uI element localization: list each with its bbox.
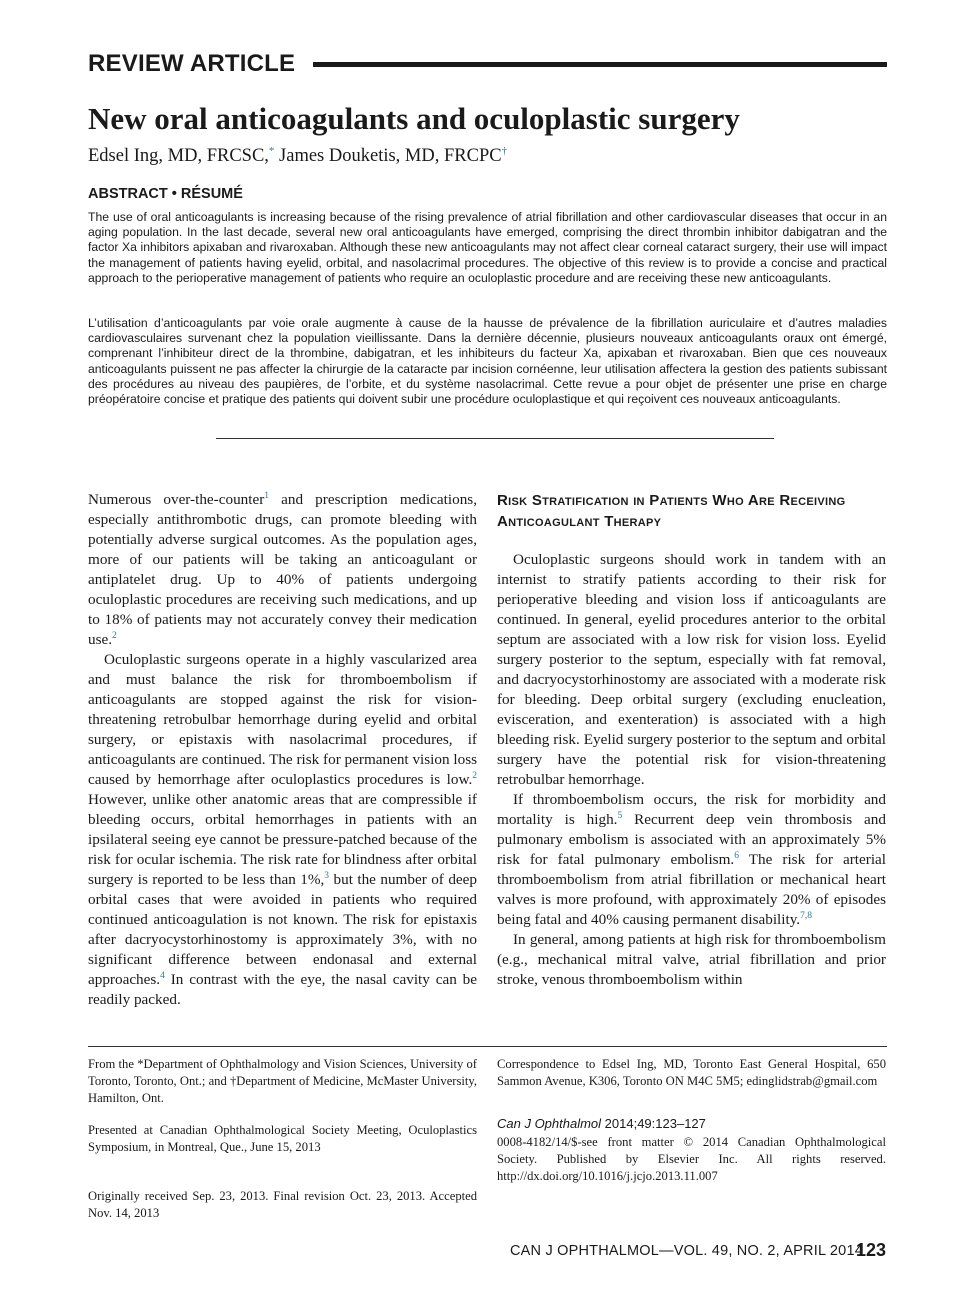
body-column-left — [88, 490, 477, 1010]
author-list — [88, 145, 507, 167]
journal-name: Can J Ophthalmol — [497, 1116, 602, 1131]
author-2-mark[interactable]: † — [501, 145, 508, 157]
section-heading: Risk Stratification in Patients Who Are Receiving Anticoagulant Therapy — [497, 492, 846, 530]
author-2: James Douketis, MD, FRCPC — [274, 146, 502, 167]
text-run: If thromboembolism occurs, the risk for morbidity and mortality is high. — [497, 791, 886, 828]
body-paragraph — [497, 790, 886, 930]
footnote-correspondence: Correspondence to Edsel Ing, MD, Toronto East General Hospital, 650 Sammon Avenue, K306, Toronto ON M4C 5M5; edinglidstrab@gmail.com — [497, 1057, 886, 1088]
footnote-presented: Presented at Canadian Ophthalmological Society Meeting, Oculoplastics Symposium, in Montreal, Que., June 15, 2013 — [88, 1123, 477, 1154]
running-footer: CAN J OPHTHALMOL—VOL. 49, NO. 2, APRIL 2014 — [510, 1243, 863, 1259]
text-run: Oculoplastic surgeons operate in a highly vascularized area and must balance the risk for thromboembolism if anticoagulants are stopped against the risk for vision-threatening retrobulbar hemorrhage during eyelid and orbital surgery, or epistaxis with nasolacrimal procedures, if anticoagulants are continued. The risk for permanent vision loss caused by hemorrhage after oculoplastics procedures is low. — [88, 651, 478, 788]
author-1: Edsel Ing, MD, FRCSC, — [88, 146, 269, 167]
text-run: In contrast with the eye, the nasal cavity can be readily packed. — [88, 971, 477, 1008]
citation-ref[interactable]: 4 — [160, 970, 165, 981]
text-run: Numerous over-the-counter — [88, 491, 265, 508]
header-rule — [313, 62, 887, 67]
citation-ref[interactable]: 3 — [324, 870, 330, 881]
body-paragraph — [88, 650, 477, 1010]
body-paragraph — [88, 490, 477, 650]
body-paragraph: In general, among patients at high risk for thromboembolism (e.g., mechanical mitral valve, atrial fibrillation and prior stroke, venous thromboembolism within — [497, 931, 886, 988]
text-run: Recurrent deep vein thrombosis and pulmonary embolism is associated with an approximately 5% risk for fatal pulmonary embolism. — [497, 811, 886, 868]
abstract-english: The use of oral anticoagulants is increasing because of the rising prevalence of atrial fibrillation and other cardiovascular diseases that occur in an aging population. In the last decade, several new oral anticoagulants have emerged, comprising the direct thrombin inhibitor dabigatran and the factor Xa inhibitors apixaban and rivaroxaban. Although these new anticoagulants may not affect clear corneal cataract surgery, their use will impact the management of patients having eyelid, orbital, and nasolacrimal procedures. The objective of this review is to provide a concise and practical approach to the perioperative management of patients who require an oculoplastic procedure and are receiving these new anticoagulants. — [88, 210, 887, 285]
abstract-divider — [216, 438, 774, 439]
citation-ref[interactable]: 5 — [617, 810, 623, 821]
citation-ref[interactable]: 7,8 — [800, 910, 812, 921]
body-paragraph: Oculoplastic surgeons should work in tandem with an internist to stratify patients according to their risk for perioperative bleeding and vision loss if anticoagulants are continued. In general, eyelid procedures anterior to the orbital septum are associated with a low risk for vision loss. Eyelid surgery posterior to the septum, especially with fat removal, and dacryocystorhinostomy are associated with a moderate risk for bleeding. Deep orbital surgery (excluding enucleation, evisceration, and exenteration) is associated with a high bleeding risk. Eyelid surgery posterior to the septum and orbital surgery have the potential risk for vision-threatening retrobulbar hemorrhage. — [497, 551, 886, 788]
text-run: However, unlike other anatomic areas that are compressible if bleeding occurs, orbital hemorrhages in patients with an ipsilateral seeing eye cannot be pressure-patched because of the risk for ocular ischemia. The risk rate for blindness after orbital surgery is reported to be less than 1%, — [88, 791, 477, 888]
abstract-french: L’utilisation d’anticoagulants par voie orale augmente à cause de la hausse de prévalence de la fibrillation auriculaire et d’autres maladies cardiovasculaires survenant chez la population vieillissante. Dans la dernière décennie, plusieurs nouveaux anticoagulants oraux ont émergé, comprenant l’inhibiteur direct de la thrombine, dabigatran, et les inhibiteurs du facteur Xa, apixaban et rivaroxaban. Bien que ces nouveaux anticoagulants puissent ne pas affecter la chirurgie de la cataracte par incision cornéenne, leur utilisation affectera la gestion des patients subissant des procédures au niveau des paupières, de l’orbite, et du système nasolacrimal. Cette revue a pour objet de présenter une prise en charge préopératoire concise et pratique des patients qui doivent subir une procédure oculoplastique et qui reçoivent ces nouveaux anticoagulants. — [88, 316, 887, 407]
footnote-affiliation: From the *Department of Ophthalmology and Vision Sciences, University of Toronto, Toronto, Ont.; and †Department of Medicine, McMaster University, Hamilton, Ont. — [88, 1057, 477, 1105]
abstract-heading: ABSTRACT • RÉSUMÉ — [88, 186, 243, 202]
text-run: and prescription medications, especially antithrombotic drugs, can promote bleeding with potentially adverse surgical outcomes. As the population ages, more of our patients will be taking an anticoagulant or antiplatelet drug. Up to 40% of patients undergoing oculoplastic procedures are receiving such medications, and up to 18% of patients may not accurately convey their medication use. — [88, 491, 478, 648]
author-1-mark[interactable]: * — [268, 145, 275, 157]
citation-ref[interactable]: 2 — [112, 630, 117, 641]
text-run: but the number of deep orbital cases that were avoided in patients who required continued anticoagulation is not known. The risk for epistaxis after dacryocystorhinostomy is approximately 3%, with no significant difference between endonasal and external approaches. — [88, 871, 477, 988]
footnote-received: Originally received Sep. 23, 2013. Final revision Oct. 23, 2013. Accepted Nov. 14, 2013 — [88, 1189, 477, 1220]
article-title: New oral anticoagulants and oculoplastic surgery — [88, 101, 740, 136]
footnote-divider — [88, 1046, 887, 1047]
journal-citation — [497, 1116, 706, 1131]
citation-ref[interactable]: 1 — [264, 490, 270, 501]
text-run: The risk for arterial thromboembolism from atrial fibrillation or mechanical heart valves is more profound, with approximately 20% of episodes being fatal and 40% causing permanent disability. — [497, 851, 886, 928]
article-type-label: REVIEW ARTICLE — [88, 50, 296, 77]
body-column-right — [497, 550, 886, 990]
footnote-copyright: 0008-4182/14/$-see front matter © 2014 Canadian Ophthalmological Society. Published by Elsevier Inc. All rights reserved. http://dx.doi.org/10.1016/j.jcjo.2013.11.007 — [497, 1135, 886, 1183]
citation-ref[interactable]: 2 — [472, 770, 477, 781]
citation-ref[interactable]: 6 — [734, 850, 739, 861]
page-number: 123 — [856, 1240, 887, 1260]
journal-volume: 2014;49:123–127 — [601, 1116, 706, 1131]
